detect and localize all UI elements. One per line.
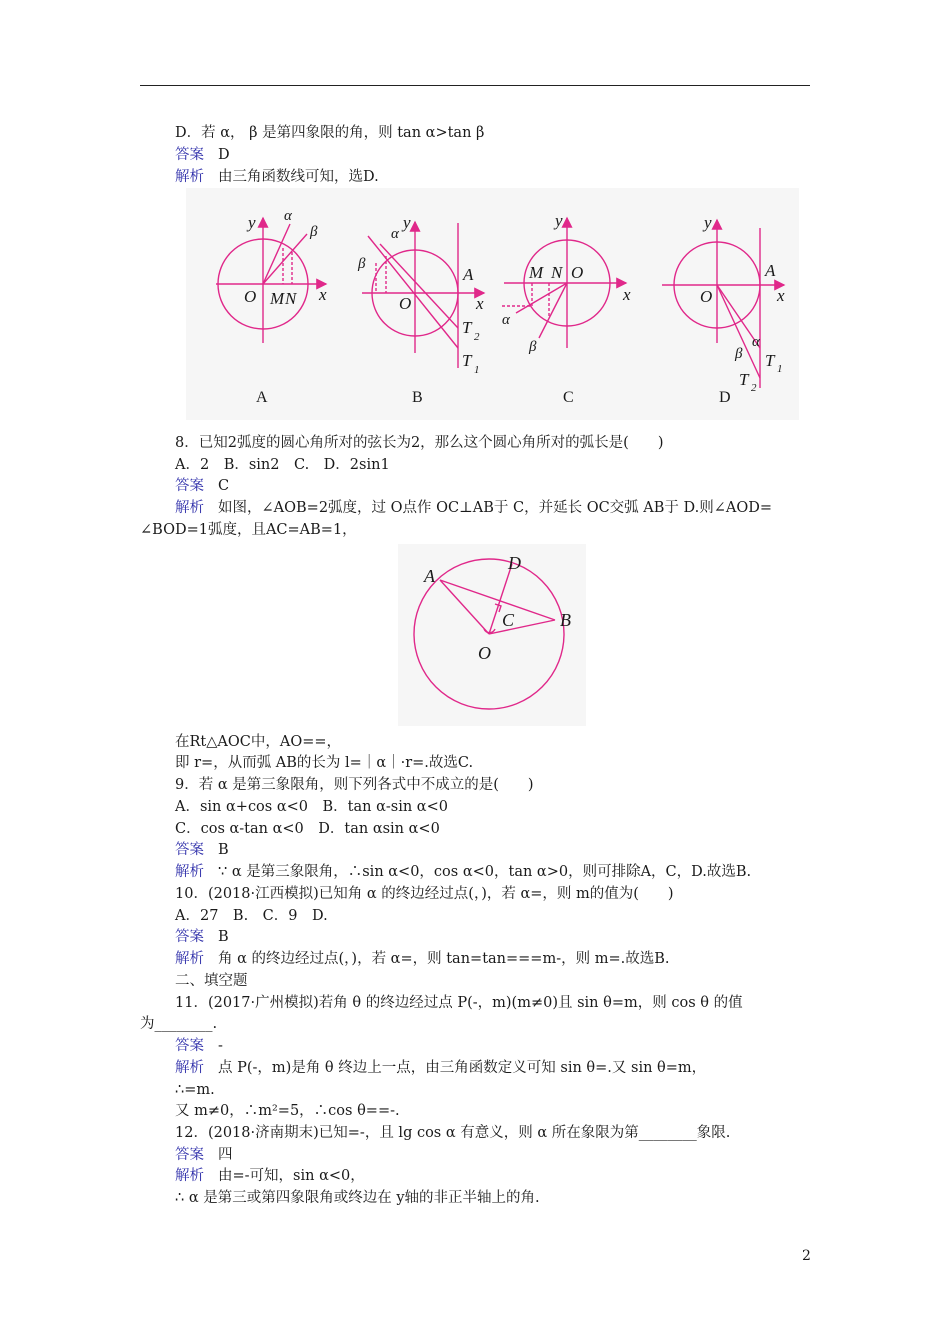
label-t2-sub-d: 2 xyxy=(751,382,757,394)
label-alpha-d: α xyxy=(752,334,760,350)
caption-c: C xyxy=(563,389,574,406)
answer-line xyxy=(175,145,230,165)
analysis-conclusion: ∴ α 是第三或第四象限角或终边在 y轴的非正半轴上的角. xyxy=(175,1190,540,1206)
answer-line xyxy=(175,476,229,496)
analysis-text: 由三角函数线可知，选D. xyxy=(218,169,379,185)
label-beta-b: β xyxy=(358,256,366,272)
analysis-tag: 解析 xyxy=(175,500,204,516)
answer-value: B xyxy=(218,929,229,945)
analysis-text: 由=-可知，sin α<0， xyxy=(218,1168,365,1184)
label-x-b: x xyxy=(476,294,484,313)
analysis-tag: 解析 xyxy=(175,1060,204,1076)
label-n-a: N xyxy=(285,289,297,308)
analysis-continued: ∠BOD=1弧度，且AC=AB=1， xyxy=(140,522,357,538)
header-rule xyxy=(140,85,810,86)
answer-line xyxy=(175,927,229,947)
label-m-c: M xyxy=(529,263,544,282)
option-d-line: D．若 α， β 是第四象限的角，则 tan α>tan β xyxy=(175,125,485,141)
label-t2-d: T xyxy=(739,370,749,389)
answer-value: B xyxy=(218,842,229,858)
label-a-b: A xyxy=(463,265,474,284)
label-beta-c: β xyxy=(529,339,537,355)
label-t1-sub-d: 1 xyxy=(777,363,783,375)
question-9-options-ab: A．sin α+cos α<0 B．tan α-sin α<0 xyxy=(175,799,448,815)
answer-tag: 答案 xyxy=(175,478,204,494)
label-c: C xyxy=(502,610,515,630)
label-o-a: O xyxy=(244,287,257,306)
label-o-d: O xyxy=(700,287,713,306)
caption-b: B xyxy=(412,389,423,406)
label-a-d: A xyxy=(765,261,776,280)
label-alpha-a: α xyxy=(284,208,292,224)
analysis-text: 角 α 的终边经过点(，)，若 α=，则 tan=tan===m-，则 m=.故选B. xyxy=(218,951,670,967)
label-x-d: x xyxy=(777,286,785,305)
analysis-step-2: 又 m≠0，∴m²=5，∴cos θ==-. xyxy=(175,1103,400,1119)
label-n-c: N xyxy=(551,263,563,282)
label-o: O xyxy=(478,643,491,663)
answer-tag: 答案 xyxy=(175,842,204,858)
question-8: 8．已知2弧度的圆心角所对的弦长为2，那么这个圆心角所对的弧长是( ) xyxy=(175,435,664,451)
caption-a: A xyxy=(256,389,268,406)
answer-line xyxy=(175,1145,233,1165)
question-10: 10．(2018·江西模拟)已知角 α 的终边经过点(，)，若 α=，则 m的值为( ) xyxy=(175,886,674,902)
answer-line xyxy=(175,840,229,860)
label-alpha-c: α xyxy=(502,312,510,328)
answer-tag: 答案 xyxy=(175,929,204,945)
analysis-line xyxy=(175,498,772,518)
label-y-a: y xyxy=(248,213,256,232)
label-x-a: x xyxy=(319,285,327,304)
label-d: D xyxy=(508,553,521,573)
answer-value: C xyxy=(218,478,230,494)
analysis-line xyxy=(175,1166,365,1186)
analysis-line xyxy=(175,949,669,969)
analysis-text: ∵ α 是第三象限角，∴sin α<0，cos α<0，tan α>0，则可排除A，C，D.故选B. xyxy=(218,864,752,880)
answer-line xyxy=(175,1036,223,1056)
analysis-tag: 解析 xyxy=(175,864,204,880)
label-m-a: M xyxy=(270,289,285,308)
question-9-options-cd: C．cos α-tan α<0 D．tan αsin α<0 xyxy=(175,821,440,837)
question-12: 12．(2018·济南期末)已知=-，且 lg cos α 有意义，则 α 所在象限为第________象限. xyxy=(175,1125,731,1141)
question-10-options: A．27 B. C．9 D. xyxy=(175,908,328,924)
question-11-continued: 为________. xyxy=(140,1016,218,1032)
label-x-c: x xyxy=(623,285,631,304)
label-beta-a: β xyxy=(310,224,318,240)
analysis-rt-triangle: 在Rt△AOC中，AO==， xyxy=(175,734,342,750)
question-11: 11．(2017·广州模拟)若角 θ 的终边经过点 P(-，m)(m≠0)且 sin θ=m，则 cos θ 的值 xyxy=(175,995,743,1011)
label-beta-d: β xyxy=(735,346,743,362)
question-9: 9．若 α 是第三象限角，则下列各式中不成立的是( ) xyxy=(175,777,534,793)
analysis-text: 如图，∠AOB=2弧度，过 O点作 OC⊥AB于 C，并延长 OC交弧 AB于 D.则∠AOD= xyxy=(218,500,773,516)
analysis-line xyxy=(175,1058,706,1078)
analysis-line xyxy=(175,862,751,882)
arc-chord-figure xyxy=(398,544,586,726)
answer-tag: 答案 xyxy=(175,1038,204,1054)
page-number: 2 xyxy=(802,1248,811,1264)
analysis-tag: 解析 xyxy=(175,951,204,967)
label-alpha-b: α xyxy=(391,226,399,242)
section-heading: 二、填空题 xyxy=(175,973,248,989)
label-a: A xyxy=(424,566,435,586)
answer-tag: 答案 xyxy=(175,1147,204,1163)
label-t2-sub-b: 2 xyxy=(474,331,480,343)
label-t1-d: T xyxy=(765,351,775,370)
answer-value: - xyxy=(218,1038,223,1054)
answer-value: D xyxy=(218,147,230,163)
label-o-c: O xyxy=(571,263,584,282)
analysis-arc-length: 即 r=，从而弧 AB的长为 l=｜α｜·r=.故选C. xyxy=(175,755,474,771)
analysis-step-1: ∴=m. xyxy=(175,1082,215,1098)
question-8-options: A．2 B．sin2 C. D．2sin1 xyxy=(175,457,390,473)
analysis-text: 点 P(-，m)是角 θ 终边上一点，由三角函数定义可知 sin θ=.又 sin θ=m， xyxy=(218,1060,707,1076)
analysis-tag: 解析 xyxy=(175,169,204,185)
label-t1-b: T xyxy=(462,351,472,370)
analysis-tag: 解析 xyxy=(175,1168,204,1184)
label-y-d: y xyxy=(704,213,712,232)
label-b: B xyxy=(560,610,571,630)
answer-tag: 答案 xyxy=(175,147,204,163)
answer-value: 四 xyxy=(218,1147,233,1163)
analysis-line xyxy=(175,167,379,187)
caption-d: D xyxy=(719,389,731,406)
label-o-b: O xyxy=(399,294,412,313)
trig-lines-figure xyxy=(186,188,799,420)
label-t1-sub-b: 1 xyxy=(474,364,480,376)
label-y-b: y xyxy=(403,213,411,232)
label-t2-b: T xyxy=(462,318,472,337)
label-y-c: y xyxy=(555,211,563,230)
